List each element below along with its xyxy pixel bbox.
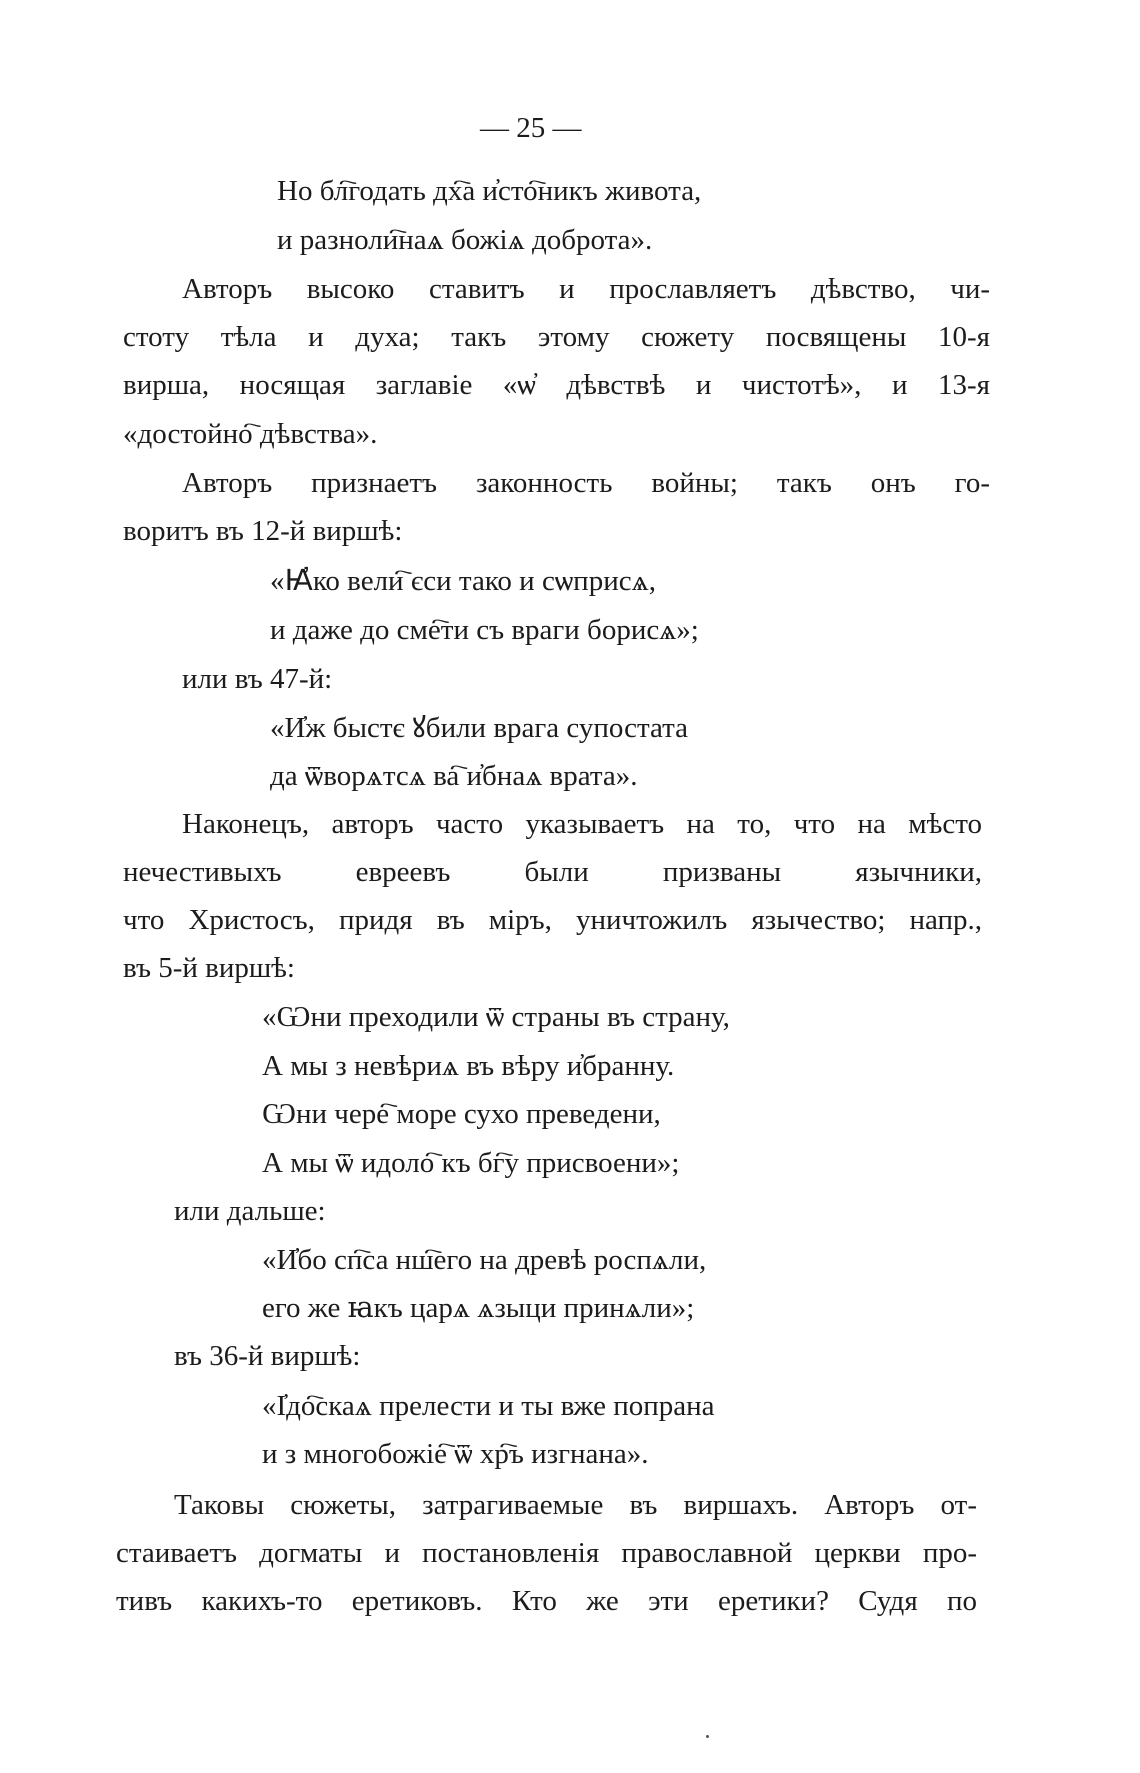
paragraph-line: Наконецъ, авторъ часто указываетъ на то, что на мѣсто [182, 808, 982, 840]
verse-line: да ѿворѧтсѧ ва҇ и҆бнаѧ врата». [270, 760, 638, 792]
paragraph-line: или дальше: [174, 1195, 326, 1227]
paragraph-line: нечестивыхъ евреевъ были призваны язычники, [123, 856, 982, 888]
paragraph-line: воритъ въ 12-й виршѣ: [123, 515, 403, 547]
paragraph-line: въ 36-й виршѣ: [174, 1340, 361, 1372]
paragraph-line: стаиваетъ догматы и постановленія православной церкви про- [116, 1537, 977, 1569]
paragraph-line: тивъ какихъ-то еретиковъ. Кто же эти еретики? Судя по [116, 1585, 977, 1617]
verse-line: и з многобожіе҇ ѿ хр҇ъ изгнана». [262, 1438, 649, 1470]
verse-line: А мы ѿ идоло҇ къ бг҇у присвоени»; [262, 1147, 680, 1179]
paragraph-line: Авторъ признаетъ законность войны; такъ онъ го- [182, 467, 990, 499]
verse-line: и даже до сме҇ти съ враги борисѧ»; [270, 614, 699, 646]
paragraph-line: «достойно҇ дѣвства». [123, 418, 378, 450]
paragraph-line: Авторъ высоко ставитъ и прославляетъ дѣвство, чи- [182, 273, 990, 305]
verse-line: А мы з невѣриѧ въ вѣру и҆бранну. [262, 1050, 675, 1082]
verse-line: «И҆ж быстє ꙋбили врага супостата [270, 712, 689, 744]
verse-line: «І҆до҇скаѧ прелести и ты вже попрана [262, 1390, 715, 1422]
paragraph-line: въ 5-й виршѣ: [123, 952, 295, 984]
verse-line: Но бл҇годать дх҇а и҆сто҇никъ живота, [277, 175, 702, 207]
verse-line: и разноли҇наѧ божіѧ доброта». [277, 224, 653, 256]
paragraph-line: что Христосъ, придя въ міръ, уничтожилъ язычество; напр., [123, 904, 982, 936]
verse-line: «И҆бо сп҇са нш҇его на древѣ роспѧли, [262, 1244, 707, 1276]
verse-line: «Ꙗ҆ко вели҇ єси тако и сѡприсѧ, [270, 565, 656, 597]
verse-line: «Ѡни преходили ѿ страны въ страну, [262, 1001, 730, 1033]
print-speck [706, 1735, 709, 1738]
paragraph-line: вирша, носящая заглавіе «ѡ҆ дѣвствѣ и чистотѣ», и 13-я [123, 369, 990, 401]
page-number: — 25 — [480, 112, 582, 144]
paragraph-line: стоту тѣла и духа; такъ этому сюжету посвящены 10-я [123, 321, 990, 353]
paragraph-line: или въ 47-й: [182, 663, 333, 695]
paragraph-line: Таковы сюжеты, затрагиваемые въ виршахъ. Авторъ от- [174, 1489, 977, 1521]
verse-line: Ѡни чере҇ море сухо преведени, [262, 1098, 661, 1130]
verse-line: его же ꙗкъ царѧ ѧзыци принѧли»; [262, 1292, 695, 1324]
